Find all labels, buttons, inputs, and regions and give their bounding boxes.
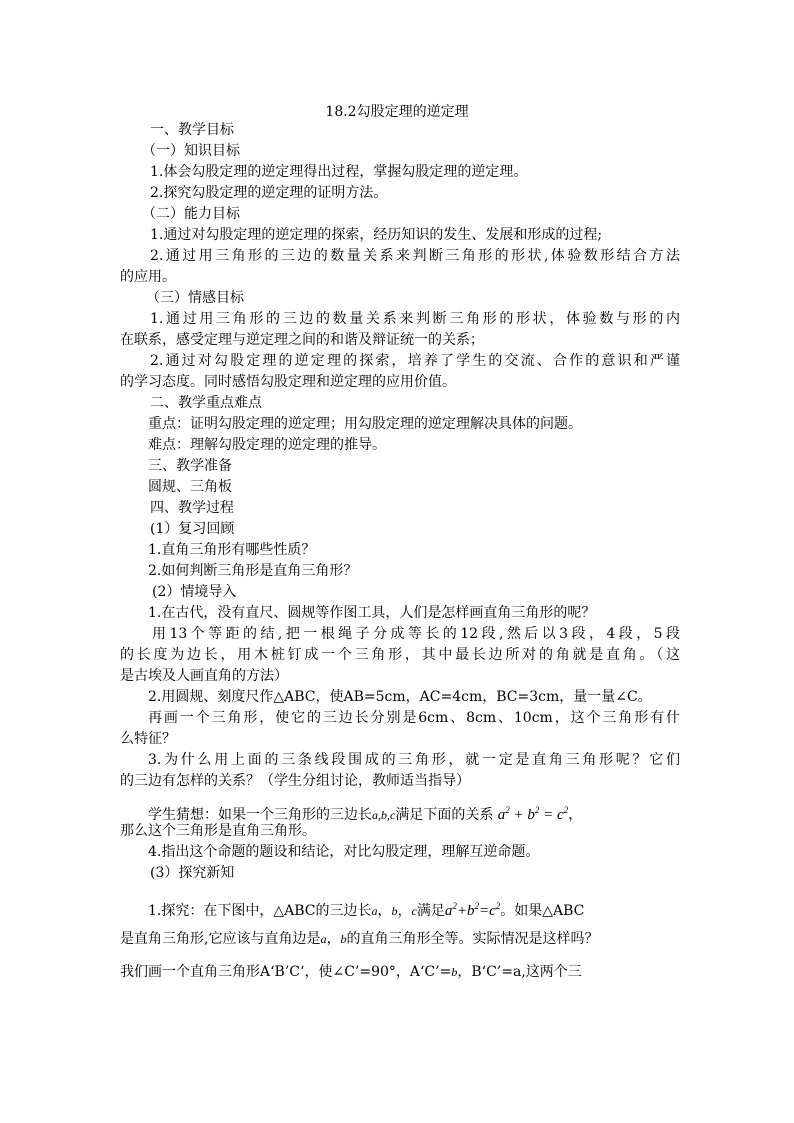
paragraph: 是直角三角形,它应该与直角边是a，b的直角三角形全等。实际情况是这样吗？ [120,931,599,947]
paragraph: 2.通过用三角形的三边的数量关系来判断三角形的形状,体验数形结合方法 [150,248,680,264]
subheading-intro: (2）情境导入 [152,584,237,600]
paragraph: 1.体会勾股定理的逆定理得出过程，掌握勾股定理的逆定理。 [150,164,528,180]
heading-process: 四、教学过程 [150,500,234,516]
paragraph: 的长度为边长，用木桩钉成一个三角形，其中最长边所对的角就是直角。（这 [120,647,680,663]
paragraph: 的应用。 [120,269,176,285]
page-title: 18.2勾股定理的逆定理 [325,104,469,120]
paragraph: 难点：理解勾股定理的逆定理的推导。 [148,437,386,453]
subheading-review: (1）复习回顾 [150,521,235,537]
explore-line: 1.探究：在下图中，△ABC的三边长a，b，c满足$a^2+b^2=c^2$。如果△ABC [148,901,585,919]
paragraph: 1.直角三角形有哪些性质？ [148,542,316,558]
paragraph: 那么这个三角形是直角三角形。 [120,823,316,839]
paragraph: 我们画一个直角三角形A‘B’C‘，使∠C’=90°，A‘C’=b，B‘C’=a,这两个三 [120,964,582,980]
paragraph: 1.通过用三角形的三边的数量关系来判断三角形的形状，体验数与形的内 [150,311,680,327]
paragraph: 圆规、三角板 [148,479,232,495]
paragraph: 的学习态度。同时感悟勾股定理和逆定理的应用价值。 [120,374,456,390]
paragraph: 4.指出这个命题的题设和结论，对比勾股定理，理解互逆命题。 [148,844,540,860]
paragraph: 是古埃及人画直角的方法） [120,668,288,684]
heading-preparation: 三、教学准备 [148,458,232,474]
paragraph: 3.为什么用上面的三条线段围成的三角形，就一定是直角三角形呢？它们 [148,752,680,768]
pythagorean-equation: $a^2 + b^2 = c^2$ [497,805,569,823]
document-body [120,120,680,983]
paragraph: 的三边有怎样的关系？（学生分组讨论，教师适当指导） [120,773,470,789]
paragraph: 2.用圆规、刻度尺作△ABC，使AB=5cm，AC=4cm，BC=3cm，量一量∠C。 [148,689,652,705]
paragraph: 1.在古代，没有直尺、圆规等作图工具，人们是怎样画直角三角形的呢？ [148,605,596,621]
heading-key-points: 二、教学重点难点 [150,395,262,411]
paragraph: 再画一个三角形，使它的三边长分别是6cm、8cm、10cm，这个三角形有什 [148,710,680,726]
paragraph: 2.探究勾股定理的逆定理的证明方法。 [150,185,388,201]
paragraph: 在联系，感受定理与逆定理之间的和谐及辩证统一的关系； [120,332,484,348]
paragraph: 2.通过对勾股定理的逆定理的探索，培养了学生的交流、合作的意识和严谨 [150,353,680,369]
subheading-knowledge: （一）知识目标 [142,143,240,159]
paragraph: 用13个等距的结,把一根绳子分成等长的12段,然后以3段，4段，5段 [152,626,680,642]
paragraph: 1.通过对勾股定理的逆定理的探索，经历知识的发生、发展和形成的过程; [150,227,603,243]
heading-objectives: 一、教学目标 [150,122,234,138]
pythagorean-equation: $a^2+b^2=c^2$ [444,901,501,919]
subheading-ability: （二）能力目标 [142,206,240,222]
subheading-emotion: （三）情感目标 [146,290,244,306]
paragraph: 2.如何判断三角形是直角三角形？ [148,563,358,579]
variables-abc: a,b,c [372,808,396,822]
conjecture-line: 学生猜想：如果一个三角形的三边长a,b,c满足下面的关系 $a^2 + b^2 = c^2$， [148,805,583,823]
subheading-explore: (3）探究新知 [150,865,235,881]
paragraph: 重点：证明勾股定理的逆定理；用勾股定理的逆定理解决具体的问题。 [148,416,582,432]
paragraph: 么特征？ [120,731,176,747]
